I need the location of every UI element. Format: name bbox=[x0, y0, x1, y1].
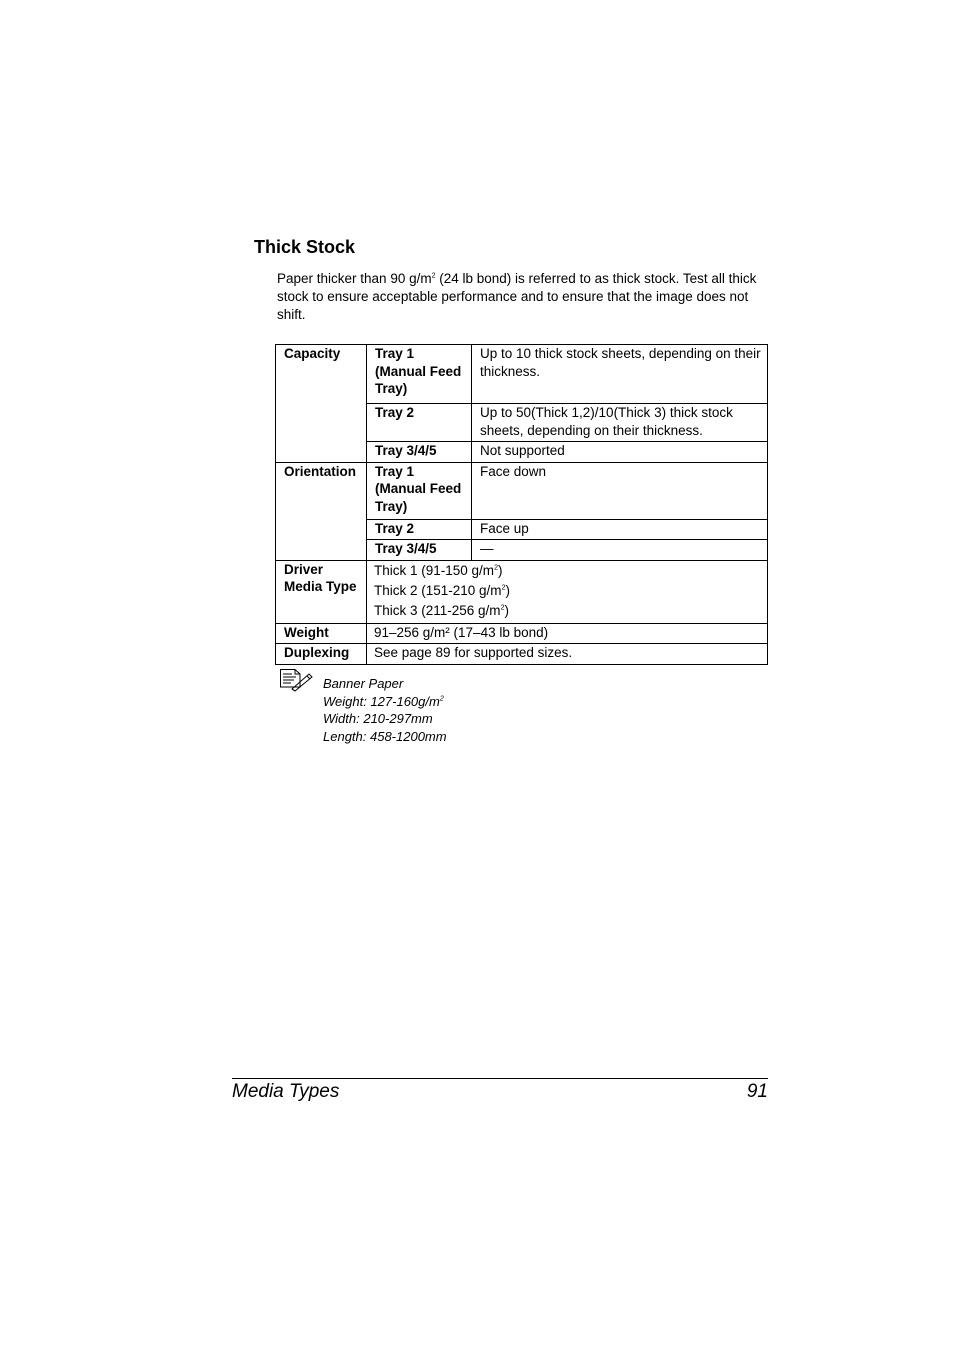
tray-label: Tray 1 (Manual Feed Tray) bbox=[367, 462, 472, 519]
tray-label: Tray 2 bbox=[367, 404, 472, 442]
row-header-capacity: Capacity bbox=[276, 345, 367, 463]
table-row bbox=[276, 345, 768, 404]
tray-value: Up to 10 thick stock sheets, depending on their thickness. bbox=[472, 345, 768, 404]
tray-value: Not supported bbox=[472, 442, 768, 463]
tray-label: Tray 1 (Manual Feed Tray) bbox=[367, 345, 472, 404]
row-header-orientation: Orientation bbox=[276, 462, 367, 560]
media-type-thick3: Thick 3 (211-256 $g/m^2$) bbox=[374, 602, 509, 618]
note-line: Banner Paper bbox=[323, 676, 404, 691]
tray-value: Face up bbox=[472, 519, 768, 540]
media-type-values bbox=[367, 560, 768, 623]
duplexing-value: See page 89 for supported sizes. bbox=[367, 644, 768, 665]
tray-value: — bbox=[472, 540, 768, 561]
row-header-weight: Weight bbox=[276, 623, 367, 644]
footer-title: Media Types bbox=[232, 1081, 340, 1102]
media-type-thick1: Thick 1 (91-150 $g/m^2$) bbox=[374, 562, 503, 578]
note-line: Width: 210-297mm bbox=[323, 711, 433, 726]
row-header-duplexing: Duplexing bbox=[276, 644, 367, 665]
table-row bbox=[276, 644, 768, 665]
tray-value: Up to 50(Thick 1,2)/10(Thick 3) thick stock sheets, depending on their thickness. bbox=[472, 404, 768, 442]
section-title: Thick Stock bbox=[254, 237, 356, 257]
row-header-driver-media-type: Driver Media Type bbox=[276, 560, 367, 623]
page-number: 91 bbox=[746, 1081, 768, 1102]
tray-value: Face down bbox=[472, 462, 768, 519]
table-row bbox=[276, 560, 768, 623]
weight-value: 91–256 g/m² (17–43 lb bond) bbox=[367, 623, 768, 644]
note-line: Weight: $127-160g/m^2$ bbox=[323, 693, 444, 709]
table-row bbox=[276, 462, 768, 519]
note-pencil-icon bbox=[279, 668, 313, 692]
note-line: Length: 458-1200mm bbox=[323, 728, 447, 744]
tray-label: Tray 3/4/5 bbox=[367, 540, 472, 561]
table-row bbox=[276, 623, 768, 644]
note-text bbox=[323, 675, 447, 745]
tray-label: Tray 2 bbox=[367, 519, 472, 540]
media-type-thick2: Thick 2 (151-210 $g/m^2$) bbox=[374, 582, 510, 598]
tray-label: Tray 3/4/5 bbox=[367, 442, 472, 463]
intro-paragraph: Paper thicker than 90 $g/m^2$ (24 lb bond) is referred to as thick stock. Test all thick stock to ensure acceptable performance and to ensure that the image does not shift. bbox=[277, 271, 757, 322]
footer-rule bbox=[232, 1078, 768, 1079]
thick-stock-table bbox=[275, 344, 768, 665]
